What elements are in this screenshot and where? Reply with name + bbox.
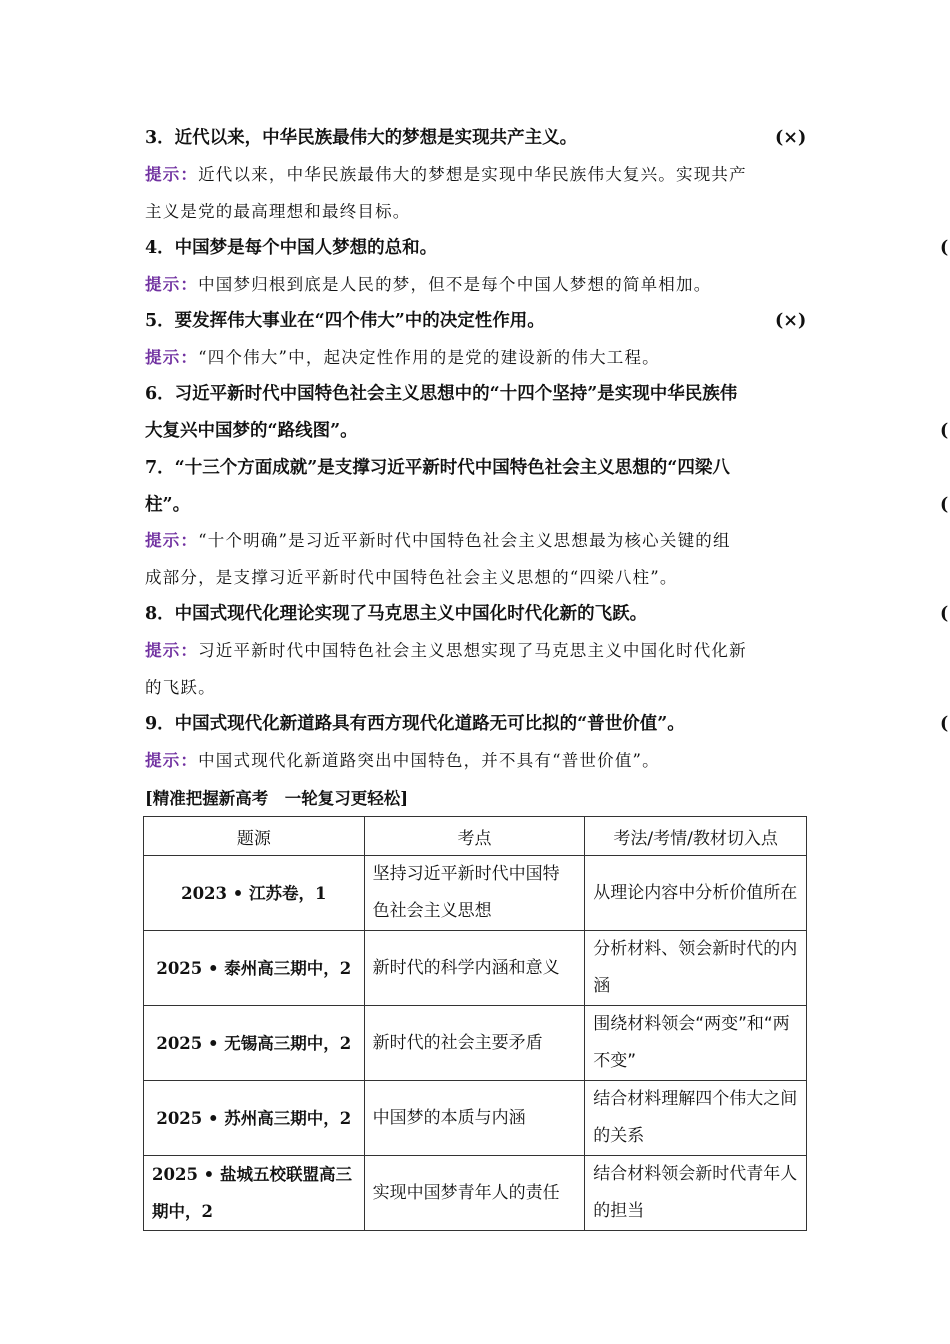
cell-method: 从理论内容中分析价值所在 bbox=[585, 856, 807, 931]
hint-9 bbox=[145, 750, 660, 772]
cell-method: 围绕材料领会“两变”和“两不变” bbox=[585, 1006, 807, 1081]
hint-text: “四个伟大”中，起决定性作用的是党的建设新的伟大工程。 bbox=[198, 348, 660, 367]
question-5: 5．要发挥伟大事业在“四个伟大”中的决定性作用。 bbox=[145, 311, 545, 331]
cell-method: 结合材料理解四个伟大之间的关系 bbox=[585, 1081, 807, 1156]
cell-point: 实现中国梦青年人的责任 bbox=[364, 1156, 585, 1231]
table-row bbox=[144, 931, 807, 1006]
hint-text: 中国式现代化新道路突出中国特色，并不具有“普世价值”。 bbox=[198, 751, 660, 770]
cell-point: 坚持习近平新时代中国特色社会主义思想 bbox=[364, 856, 585, 931]
table-row bbox=[144, 1006, 807, 1081]
hint-text: 习近平新时代中国特色社会主义思想实现了马克思主义中国化时代化新 bbox=[198, 641, 747, 660]
answer-mark-3: (×) bbox=[775, 128, 807, 148]
question-6-line2: 大复兴中国梦的“路线图”。 bbox=[145, 421, 358, 441]
table-row bbox=[144, 1156, 807, 1231]
cell-source: 2023 • 江苏卷，1 bbox=[144, 856, 365, 931]
hint-text: 中国梦归根到底是人民的梦，但不是每个中国人梦想的简单相加。 bbox=[198, 275, 712, 294]
cell-point: 新时代的社会主要矛盾 bbox=[364, 1006, 585, 1081]
exam-source-table bbox=[143, 816, 807, 1231]
hint-3 bbox=[145, 164, 747, 186]
table-row bbox=[144, 1081, 807, 1156]
table-row bbox=[144, 856, 807, 931]
cell-method: 结合材料领会新时代青年人的担当 bbox=[585, 1156, 807, 1231]
hint-label: 提示： bbox=[145, 641, 199, 660]
cell-point: 新时代的科学内涵和意义 bbox=[364, 931, 585, 1006]
hint-label: 提示： bbox=[145, 275, 199, 294]
header-source: 题源 bbox=[144, 817, 365, 856]
hint-label: 提示： bbox=[145, 348, 199, 367]
hint-7 bbox=[145, 530, 731, 552]
hint-4 bbox=[145, 274, 711, 296]
question-3: 3．近代以来，中华民族最伟大的梦想是实现共产主义。 bbox=[145, 128, 578, 148]
question-8: 8．中国式现代化理论实现了马克思主义中国化时代化新的飞跃。 bbox=[145, 604, 648, 624]
header-point: 考点 bbox=[364, 817, 585, 856]
section-title: [精准把握新高考 一轮复习更轻松] bbox=[145, 789, 409, 808]
hint-text: “十个明确”是习近平新时代中国特色社会主义思想最为核心关键的组 bbox=[198, 531, 731, 550]
hint-label: 提示： bbox=[145, 751, 199, 770]
question-9: 9．中国式现代化新道路具有西方现代化道路无可比拟的“普世价值”。 bbox=[145, 714, 685, 734]
answer-mark-5: (×) bbox=[775, 311, 807, 331]
cell-source: 2025 • 泰州高三期中，2 bbox=[144, 931, 365, 1006]
answer-mark-8: ( bbox=[940, 604, 949, 624]
cell-source: 2025 • 苏州高三期中，2 bbox=[144, 1081, 365, 1156]
question-4: 4．中国梦是每个中国人梦想的总和。 bbox=[145, 238, 438, 258]
hint-5 bbox=[145, 347, 660, 369]
cell-method: 分析材料、领会新时代的内涵 bbox=[585, 931, 807, 1006]
hint-label: 提示： bbox=[145, 531, 199, 550]
answer-mark-9: ( bbox=[940, 714, 949, 734]
question-7-line2: 柱”。 bbox=[145, 495, 191, 515]
answer-mark-6: ( bbox=[940, 421, 949, 441]
cell-point: 中国梦的本质与内涵 bbox=[364, 1081, 585, 1156]
question-6: 6．习近平新时代中国特色社会主义思想中的“十四个坚持”是实现中华民族伟 bbox=[145, 384, 738, 404]
header-method: 考法/考情/教材切入点 bbox=[585, 817, 807, 856]
cell-source: 2025 • 盐城五校联盟高三期中，2 bbox=[144, 1156, 365, 1231]
hint-8-line2: 的飞跃。 bbox=[145, 678, 216, 697]
hint-7-line2: 成部分，是支撑习近平新时代中国特色社会主义思想的“四梁八柱”。 bbox=[145, 568, 678, 587]
answer-mark-4: ( bbox=[940, 238, 949, 258]
table-header-row bbox=[144, 817, 807, 856]
hint-label: 提示： bbox=[145, 165, 199, 184]
hint-text: 近代以来，中华民族最伟大的梦想是实现中华民族伟大复兴。实现共产 bbox=[198, 165, 747, 184]
answer-mark-7: ( bbox=[940, 495, 949, 515]
hint-3-line2: 主义是党的最高理想和最终目标。 bbox=[145, 202, 411, 221]
cell-source: 2025 • 无锡高三期中，2 bbox=[144, 1006, 365, 1081]
question-7: 7．“十三个方面成就”是支撑习近平新时代中国特色社会主义思想的“四梁八 bbox=[145, 458, 730, 478]
hint-8 bbox=[145, 640, 747, 662]
